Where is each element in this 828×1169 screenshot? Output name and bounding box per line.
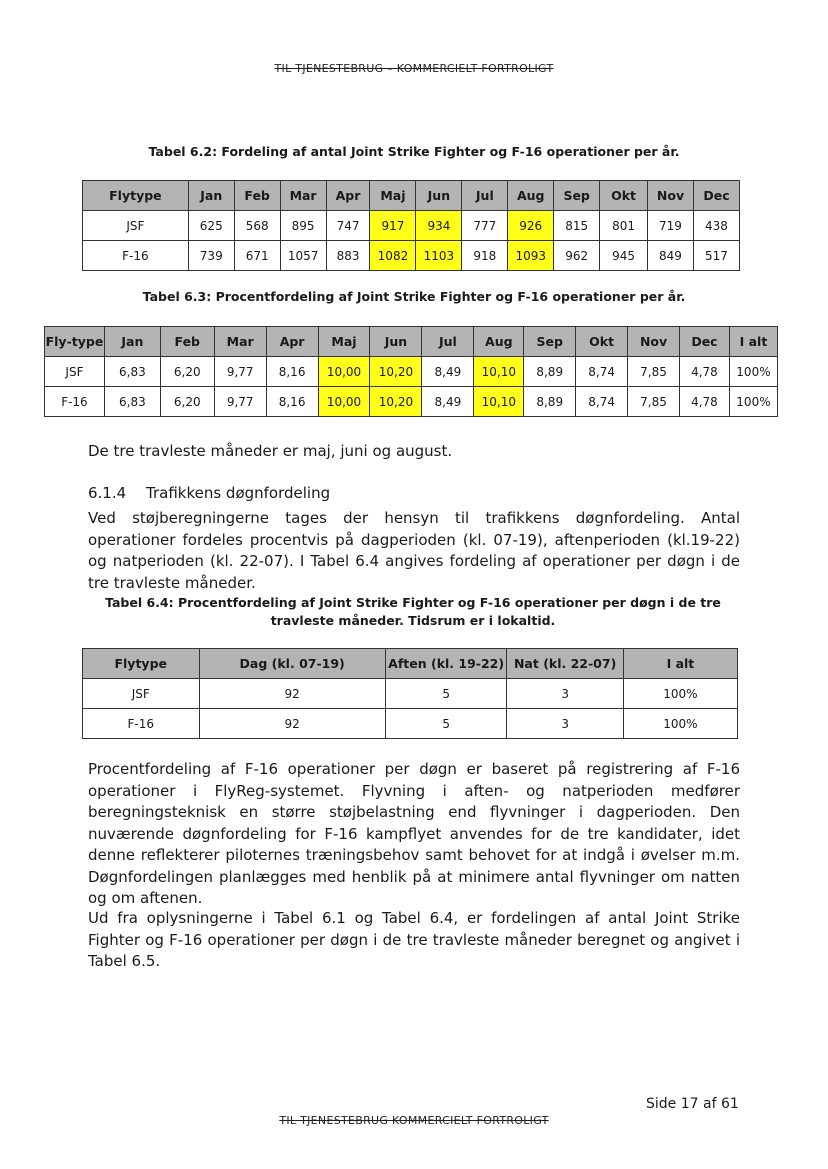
column-header: Fly-type — [45, 327, 105, 357]
conclusion-paragraph: Ud fra oplysningerne i Tabel 6.1 og Tabel 6.4, er fordelingen af antal Joint Strike Fighter og F-16 operationer per døgn i de tre travleste måneder beregnet og angivet i Tabel 6.5. — [88, 909, 740, 970]
table-cell: 6,83 — [104, 357, 160, 387]
column-header: Nat (kl. 22-07) — [507, 649, 623, 679]
column-header: Jul — [422, 327, 474, 357]
column-header: Aug — [474, 327, 524, 357]
table-cell: 4,78 — [680, 357, 730, 387]
table-cell: 8,49 — [422, 387, 474, 417]
table-cell: 926 — [508, 211, 554, 241]
f16-distribution-paragraph: Procentfordeling af F-16 operationer per døgn er baseret på registrering af F-16 operationer i FlyReg-systemet. Flyvning i aften- og natperioden medfører beregningsteknisk en større støjbelastning end flyvninger i dagperioden. Den nuværende døgnfordeling for F-16 kampflyet anvendes for de tre kandidater, idet denne reflekterer piloternes træningsbehov samt behovet for at indgå i øvelser m.m. Døgnfordelingen planlægges med henblik på at minimere antal flyvninger om natten og om aftenen. — [88, 760, 740, 907]
table-cell: 671 — [234, 241, 280, 271]
table-cell: 895 — [280, 211, 326, 241]
table-cell: 747 — [326, 211, 370, 241]
column-header: Flytype — [83, 181, 189, 211]
table-cell: 6,83 — [104, 387, 160, 417]
table-cell: 883 — [326, 241, 370, 271]
table-cell: 5 — [385, 709, 507, 739]
table-cell: 918 — [462, 241, 508, 271]
column-header: Maj — [370, 181, 416, 211]
column-header: Nov — [628, 327, 680, 357]
column-header: Jun — [416, 181, 462, 211]
table-cell: 10,00 — [318, 357, 370, 387]
header-classification: TIL TJENESTEBRUG – KOMMERCIELT FORTROLIGT — [274, 62, 554, 75]
table-cell: 10,10 — [474, 357, 524, 387]
column-header: Apr — [266, 327, 318, 357]
table-cell: 9,77 — [214, 357, 266, 387]
table-6-3-caption: Tabel 6.3: Procentfordeling af Joint Strike Fighter og F-16 operationer per år. — [142, 289, 686, 304]
column-header: Sep — [524, 327, 576, 357]
table-cell: 849 — [648, 241, 694, 271]
table-cell: 3 — [507, 679, 623, 709]
busiest-months-text: De tre travleste måneder er maj, juni og august. — [88, 442, 453, 460]
table-cell: 4,78 — [680, 387, 730, 417]
column-header: Jun — [370, 327, 422, 357]
table-cell: 917 — [370, 211, 416, 241]
column-header: Jan — [104, 327, 160, 357]
column-header: Feb — [160, 327, 214, 357]
section-heading — [88, 484, 330, 502]
table-cell: JSF — [83, 211, 189, 241]
table-cell: 10,20 — [370, 357, 422, 387]
table-cell: 8,16 — [266, 387, 318, 417]
table-cell: 1082 — [370, 241, 416, 271]
table-cell: 739 — [188, 241, 234, 271]
table-cell: 719 — [648, 211, 694, 241]
table-cell: 100% — [623, 679, 737, 709]
table-cell: F-16 — [45, 387, 105, 417]
table-row — [45, 357, 778, 387]
column-header: Okt — [600, 181, 648, 211]
column-header: I alt — [623, 649, 737, 679]
table-header-row — [83, 181, 740, 211]
table-row — [45, 387, 778, 417]
table-cell: 7,85 — [628, 357, 680, 387]
table-cell: 10,20 — [370, 387, 422, 417]
section-number: 6.1.4 — [88, 484, 127, 502]
table-cell: 8,89 — [524, 357, 576, 387]
column-header: Mar — [280, 181, 326, 211]
column-header: Aften (kl. 19-22) — [385, 649, 507, 679]
column-header: Jan — [188, 181, 234, 211]
column-header: Sep — [554, 181, 600, 211]
table-cell: 1093 — [508, 241, 554, 271]
table-cell: 815 — [554, 211, 600, 241]
table-row — [83, 679, 738, 709]
table-cell: 5 — [385, 679, 507, 709]
table-cell: 100% — [729, 387, 777, 417]
column-header: Dag (kl. 07-19) — [199, 649, 385, 679]
table-cell: 8,74 — [576, 357, 628, 387]
table-row — [83, 709, 738, 739]
table-cell: JSF — [83, 679, 200, 709]
table-cell: 801 — [600, 211, 648, 241]
column-header: Nov — [648, 181, 694, 211]
column-header: Jul — [462, 181, 508, 211]
table-cell: 8,49 — [422, 357, 474, 387]
table-cell: 3 — [507, 709, 623, 739]
table-cell: 568 — [234, 211, 280, 241]
column-header: Dec — [680, 327, 730, 357]
table-cell: 6,20 — [160, 357, 214, 387]
column-header: I alt — [729, 327, 777, 357]
section-title: Trafikkens døgnfordeling — [146, 484, 331, 502]
table-6-2 — [82, 180, 740, 271]
section-body: Ved støjberegningerne tages der hensyn til trafikkens døgnfordeling. Antal operationer fordeles procentvis på dagperioden (kl. 07-19), aftenperioden (kl.19-22) og natperioden (kl. 22-07). I Tabel 6.4 angives fordeling af operationer per døgn i de tre travleste måneder. — [88, 509, 740, 592]
table-cell: 92 — [199, 709, 385, 739]
column-header: Maj — [318, 327, 370, 357]
column-header: Apr — [326, 181, 370, 211]
table-cell: 8,16 — [266, 357, 318, 387]
footer-classification: TIL TJENESTEBRUG KOMMERCIELT FORTROLIGT — [279, 1114, 549, 1127]
table-cell: 8,89 — [524, 387, 576, 417]
table-cell: 934 — [416, 211, 462, 241]
table-row — [83, 241, 740, 271]
column-header: Okt — [576, 327, 628, 357]
table-header-row — [45, 327, 778, 357]
table-header-row — [83, 649, 738, 679]
page-number: Side 17 af 61 — [646, 1096, 739, 1112]
table-cell: 100% — [623, 709, 737, 739]
column-header: Flytype — [83, 649, 200, 679]
table-cell: 1057 — [280, 241, 326, 271]
table-row — [83, 211, 740, 241]
table-cell: 10,00 — [318, 387, 370, 417]
table-cell: 100% — [729, 357, 777, 387]
table-cell: 945 — [600, 241, 648, 271]
table-cell: 9,77 — [214, 387, 266, 417]
table-6-3 — [44, 326, 778, 417]
table-6-4 — [82, 648, 738, 739]
table-cell: 438 — [693, 211, 739, 241]
table-cell: JSF — [45, 357, 105, 387]
table-cell: 1103 — [416, 241, 462, 271]
table-cell: F-16 — [83, 241, 189, 271]
table-cell: 517 — [693, 241, 739, 271]
table-cell: F-16 — [83, 709, 200, 739]
table-cell: 8,74 — [576, 387, 628, 417]
table-cell: 10,10 — [474, 387, 524, 417]
table-cell: 92 — [199, 679, 385, 709]
table-cell: 962 — [554, 241, 600, 271]
table-6-4-caption: Tabel 6.4: Procentfordeling af Joint Strike Fighter og F-16 operationer per døgn i de tre travleste måneder. Tidsrum er i lokaltid. — [105, 595, 721, 628]
column-header: Feb — [234, 181, 280, 211]
table-cell: 6,20 — [160, 387, 214, 417]
column-header: Aug — [508, 181, 554, 211]
table-6-2-caption: Tabel 6.2: Fordeling af antal Joint Strike Fighter og F-16 operationer per år. — [148, 144, 680, 159]
table-cell: 777 — [462, 211, 508, 241]
column-header: Dec — [693, 181, 739, 211]
column-header: Mar — [214, 327, 266, 357]
table-cell: 625 — [188, 211, 234, 241]
table-cell: 7,85 — [628, 387, 680, 417]
